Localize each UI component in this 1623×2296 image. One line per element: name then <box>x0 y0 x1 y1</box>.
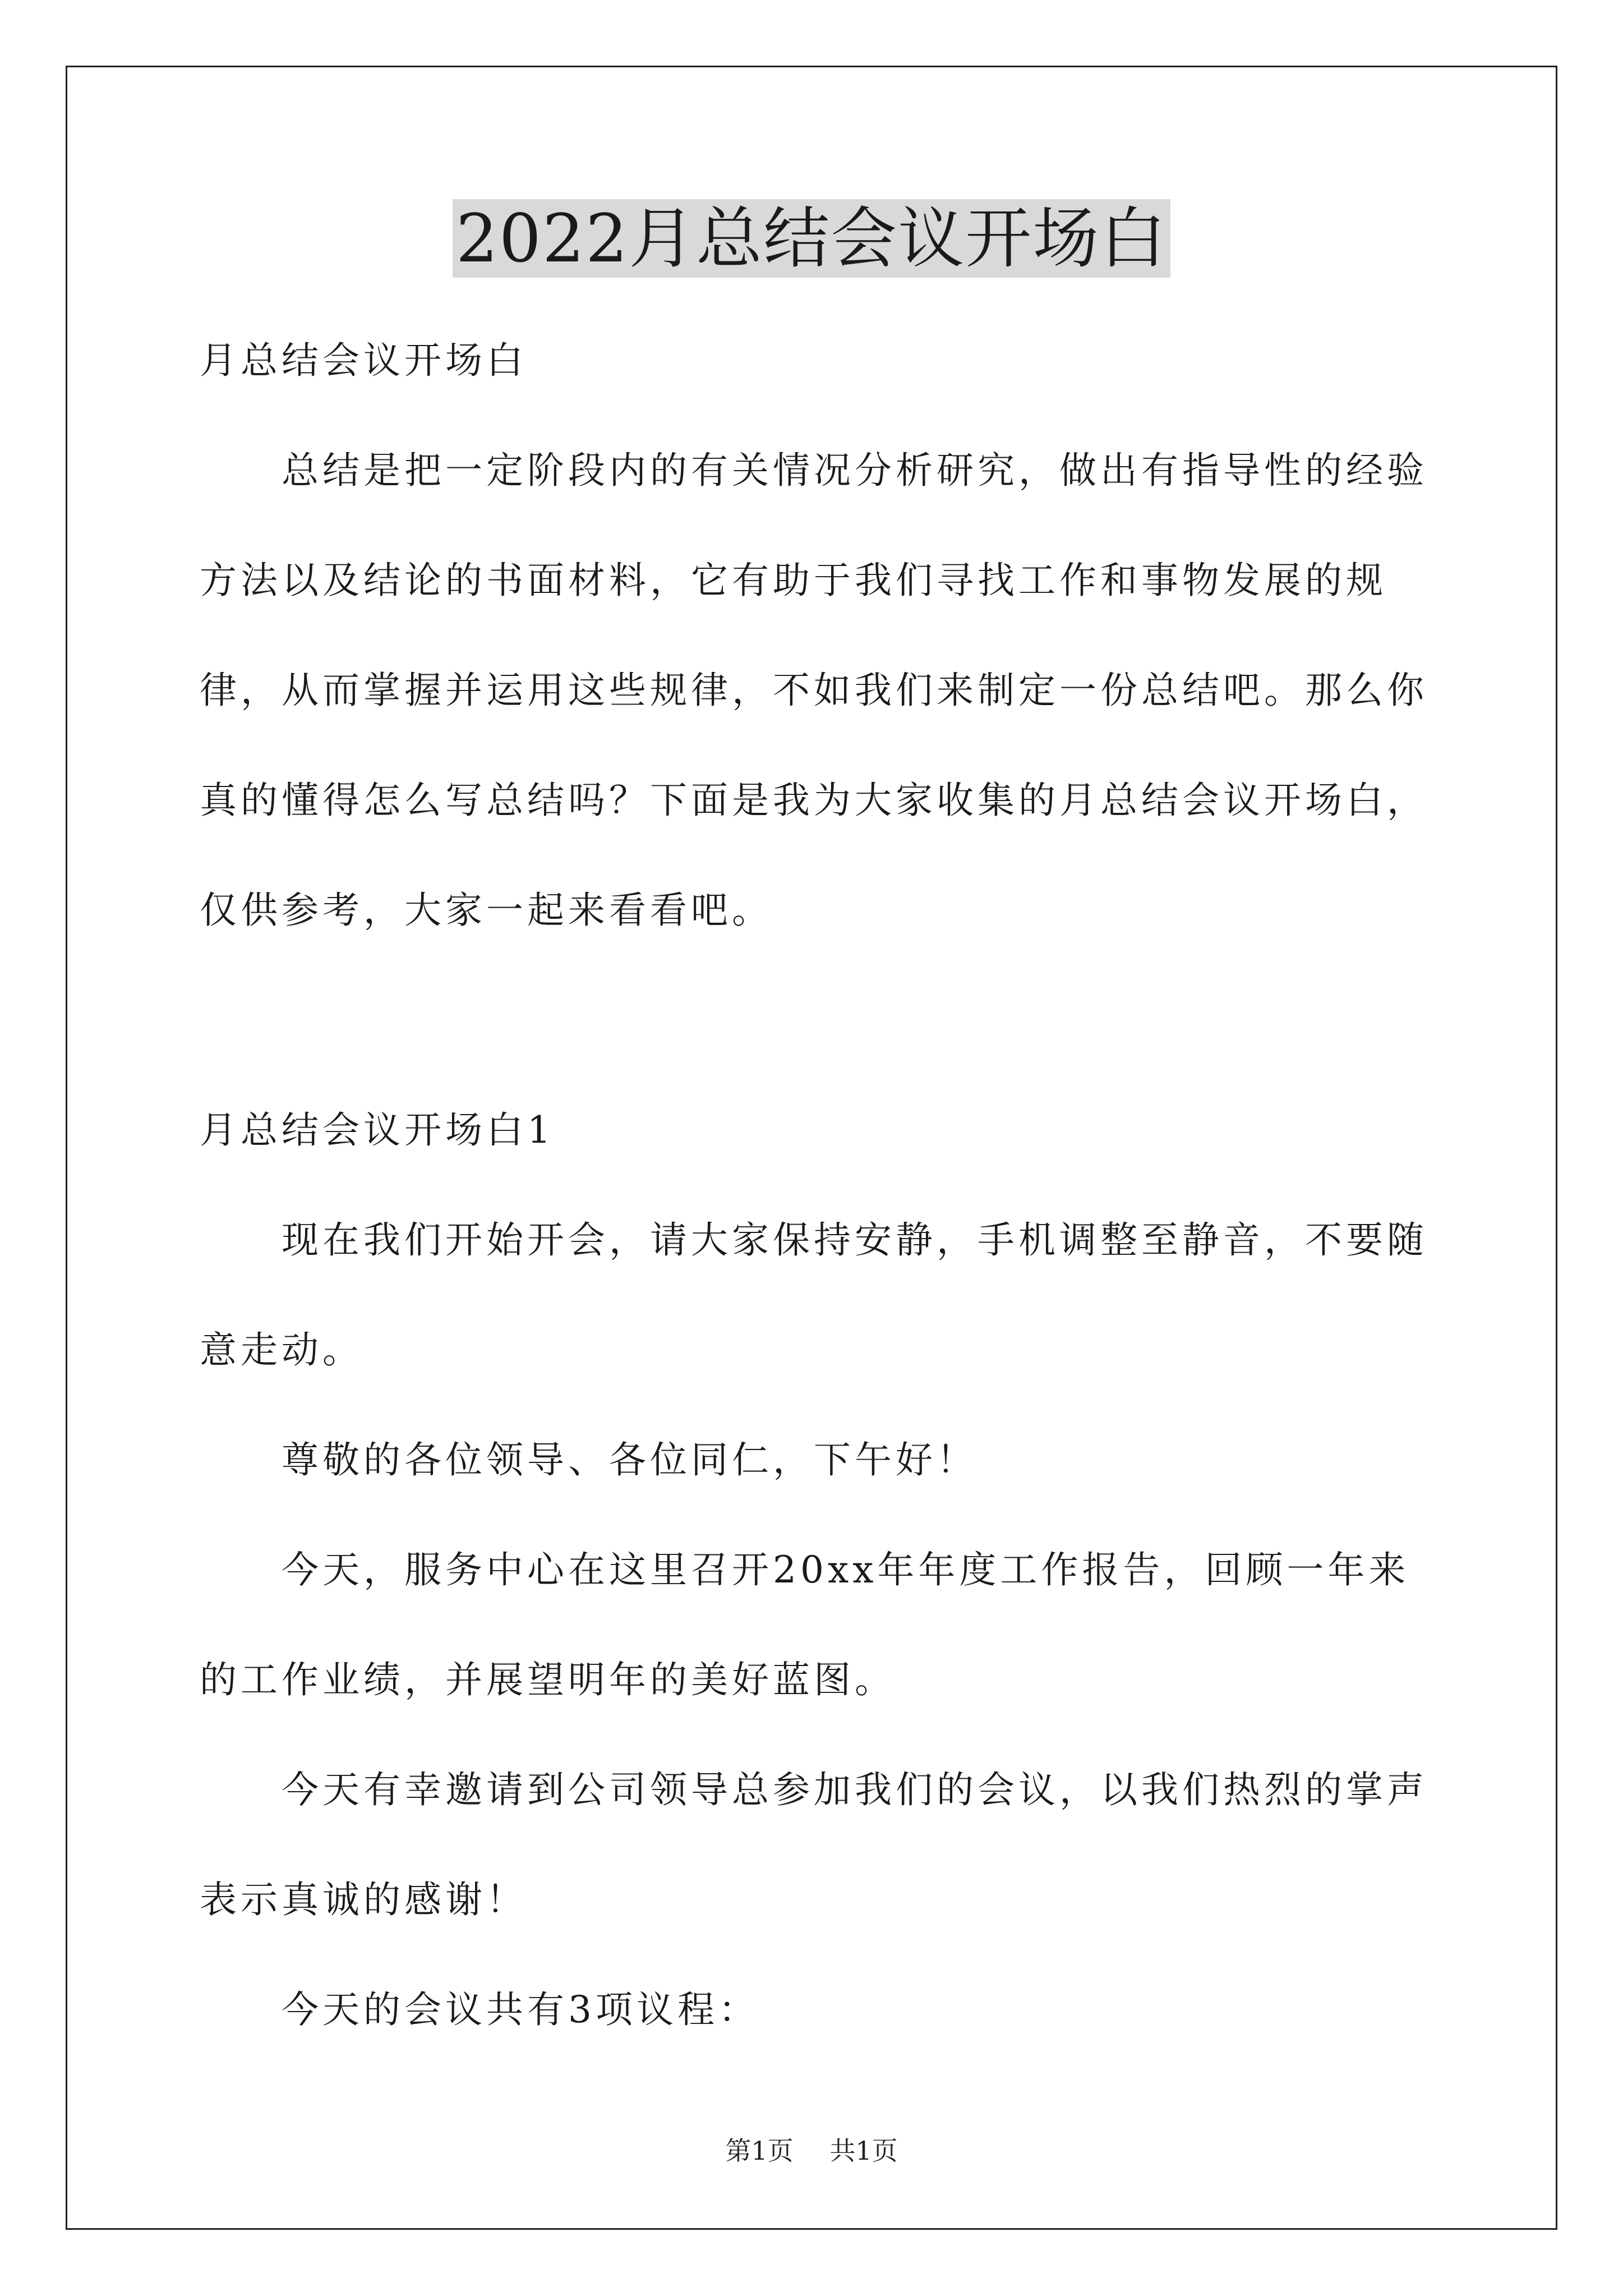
section-heading-1: 月总结会议开场白1 <box>200 1108 555 1152</box>
page-footer <box>0 2134 1623 2168</box>
page-total: 共1页 <box>829 2136 898 2166</box>
body-paragraph: 今天的会议共有3项议程： <box>282 1988 759 2031</box>
body-paragraph: 今天有幸邀请到公司领导总参加我们的会议，以我们热烈的掌声表示真诚的感谢！ <box>200 1768 1428 1921</box>
document-body <box>200 306 1433 2065</box>
section-heading: 月总结会议开场白 <box>200 339 527 382</box>
body-paragraph: 尊敬的各位领导、各位同仁，下午好！ <box>282 1438 978 1481</box>
page-number: 第1页 <box>725 2136 794 2166</box>
document-title: 2022月总结会议开场白 <box>453 199 1170 278</box>
body-paragraph: 今天，服务中心在这里召开20xx年年度工作报告，回顾一年来的工作业绩，并展望明年的美好蓝图。 <box>200 1548 1410 1701</box>
intro-paragraph: 总结是把一定阶段内的有关情况分析研究，做出有指导性的经验方法以及结论的书面材料，它有助于我们寻找工作和事物发展的规律，从而掌握并运用这些规律，不如我们来制定一份总结吧。那么你真的懂得怎么写总结吗？下面是我为大家收集的月总结会议开场白，仅供参考，大家一起来看看吧。 <box>200 449 1428 932</box>
spacer <box>200 965 1433 1075</box>
title-container <box>0 199 1623 278</box>
body-paragraph: 现在我们开始开会，请大家保持安静，手机调整至静音，不要随意走动。 <box>200 1218 1428 1372</box>
